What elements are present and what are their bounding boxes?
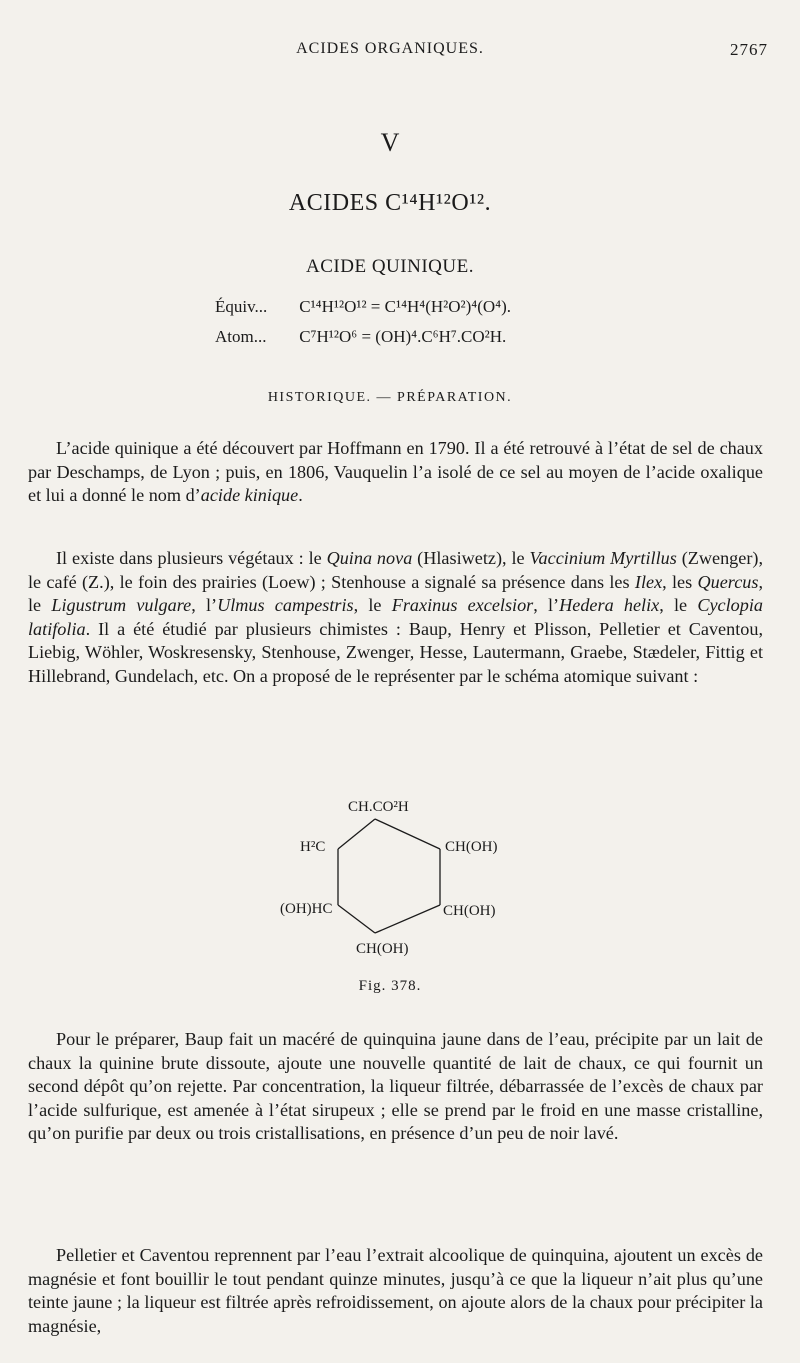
p2-cyclopia: Cyclopia latifolia	[28, 595, 763, 639]
paragraph-sources	[28, 547, 763, 688]
p2-f: , l’	[191, 595, 218, 615]
p2-quercus: Quercus	[697, 571, 759, 592]
p2-h: , l’	[533, 595, 560, 615]
structure-figure	[270, 785, 530, 995]
formula-atom-label: Atom...	[215, 327, 267, 346]
subheading: HISTORIQUE. — PRÉPARATION.	[267, 390, 513, 405]
p2-c: (Zwenger), le café (Z.), le foin des prairies (Loew) ; Stenhouse a signalé sa présence dans les	[28, 548, 763, 592]
running-head	[0, 40, 800, 64]
paragraph-baup	[28, 1028, 763, 1146]
p2-i: , le	[659, 595, 698, 615]
formula-equiv-value: C¹⁴H¹²O¹² = C¹⁴H⁴(H²O²)⁴(O⁴).	[299, 297, 511, 316]
p3-text: Pour le préparer, Baup fait un macéré de quinquina jaune dans de l’eau, précipite par un lait de chaux la quinine brute dissoute, ajoute une nouvelle quantité de lait de chaux, ce qui fournit un second dépôt qu’on rejette. Par concentration, la liqueur filtrée, débarrassée de l’excès de chaux par l’acide sulfurique, est amenée à l’état sirupeux ; elle se prend par le froid en une masse cristalline, qu’on purifie par deux ou trois cristallisations, en présence d’un peu de noir lavé.	[28, 1029, 763, 1143]
bond-top-left	[338, 819, 375, 849]
p2-ilex: Ilex	[634, 571, 663, 592]
p2-g: , le	[353, 595, 392, 615]
group-lower-right: CH(OH)	[443, 903, 496, 919]
bond-top-right	[375, 819, 440, 849]
p2-b: (Hlasiwetz), le	[412, 548, 530, 568]
group-upper-left: H²C	[300, 839, 326, 855]
bond-bottom-left	[338, 905, 375, 933]
p1-text: L’acide quinique a été découvert par Hoffmann en 1790. Il a été retrouvé à l’état de sel de chaux par Deschamps, de Lyon ; puis, en 1806, Vauquelin l’a isolé de ce sel au moyen de l’acide oxalique et lui a donné le nom d’	[28, 438, 763, 505]
group-top: CH.CO²H	[348, 799, 409, 815]
p1-end: .	[298, 485, 303, 505]
p2-j: . Il a été étudié par plusieurs chimistes : Baup, Henry et Plisson, Pelletier et Caventou, Liebig, Wöhler, Woskresensky, Stenhouse, Zwenger, Hesse, Lautermann, Graebe, Stædeler, Fittig et Hillebrand, Gundelach, etc. On a proposé de le représenter par le schéma atomique suivant :	[28, 618, 763, 686]
figure-caption: Fig. 378.	[358, 978, 422, 994]
p4-text: Pelletier et Caventou reprennent par l’eau l’extrait alcoolique de quinquina, ajoutent un excès de magnésie et font bouillir le tout pendant quinze minutes, jusqu’à ce que la liqueur n’ait plus qu’une teinte jaune ; la liqueur est filtrée après refroidissement, on ajoute alors de la chaux pour précipiter la magnésie,	[28, 1245, 763, 1336]
p2-ulmus: Ulmus campestris	[217, 595, 354, 615]
formula-equiv-label: Équiv...	[215, 297, 268, 316]
p2-fraxinus: Fraxinus excelsior	[391, 595, 534, 615]
group-lower-left: (OH)HC	[280, 901, 333, 917]
p2-quina: Quina nova	[326, 548, 413, 568]
group-bottom: CH(OH)	[356, 941, 409, 957]
formula-atom-value: C⁷H¹²O⁶ = (OH)⁴.C⁶H⁷.CO²H.	[299, 327, 507, 346]
p2-vaccinium: Vaccinium Myrtillus	[529, 548, 677, 568]
section-title: ACIDE QUINIQUE.	[306, 256, 474, 277]
p1-italic: acide kinique	[200, 485, 299, 505]
formula-equiv	[215, 297, 511, 317]
chapter-title: ACIDES C¹⁴H¹²O¹².	[288, 190, 492, 216]
p2-a: Il existe dans plusieurs végétaux : le	[56, 548, 327, 568]
hexagon-structure	[270, 785, 530, 995]
group-upper-right: CH(OH)	[445, 839, 498, 855]
p2-d: , les	[662, 571, 698, 592]
formula-atom	[215, 327, 506, 347]
paragraph-pelletier	[28, 1244, 763, 1338]
p2-hedera: Hedera helix	[559, 595, 660, 615]
p2-ligustrum: Ligustrum vulgare	[51, 595, 192, 615]
paragraph-history	[28, 437, 763, 508]
bond-bottom-right	[375, 905, 440, 933]
p2-e: , le	[28, 571, 763, 615]
page-number: 2767	[730, 40, 768, 59]
running-title: ACIDES ORGANIQUES.	[296, 40, 484, 57]
chapter-number: V	[380, 128, 400, 157]
